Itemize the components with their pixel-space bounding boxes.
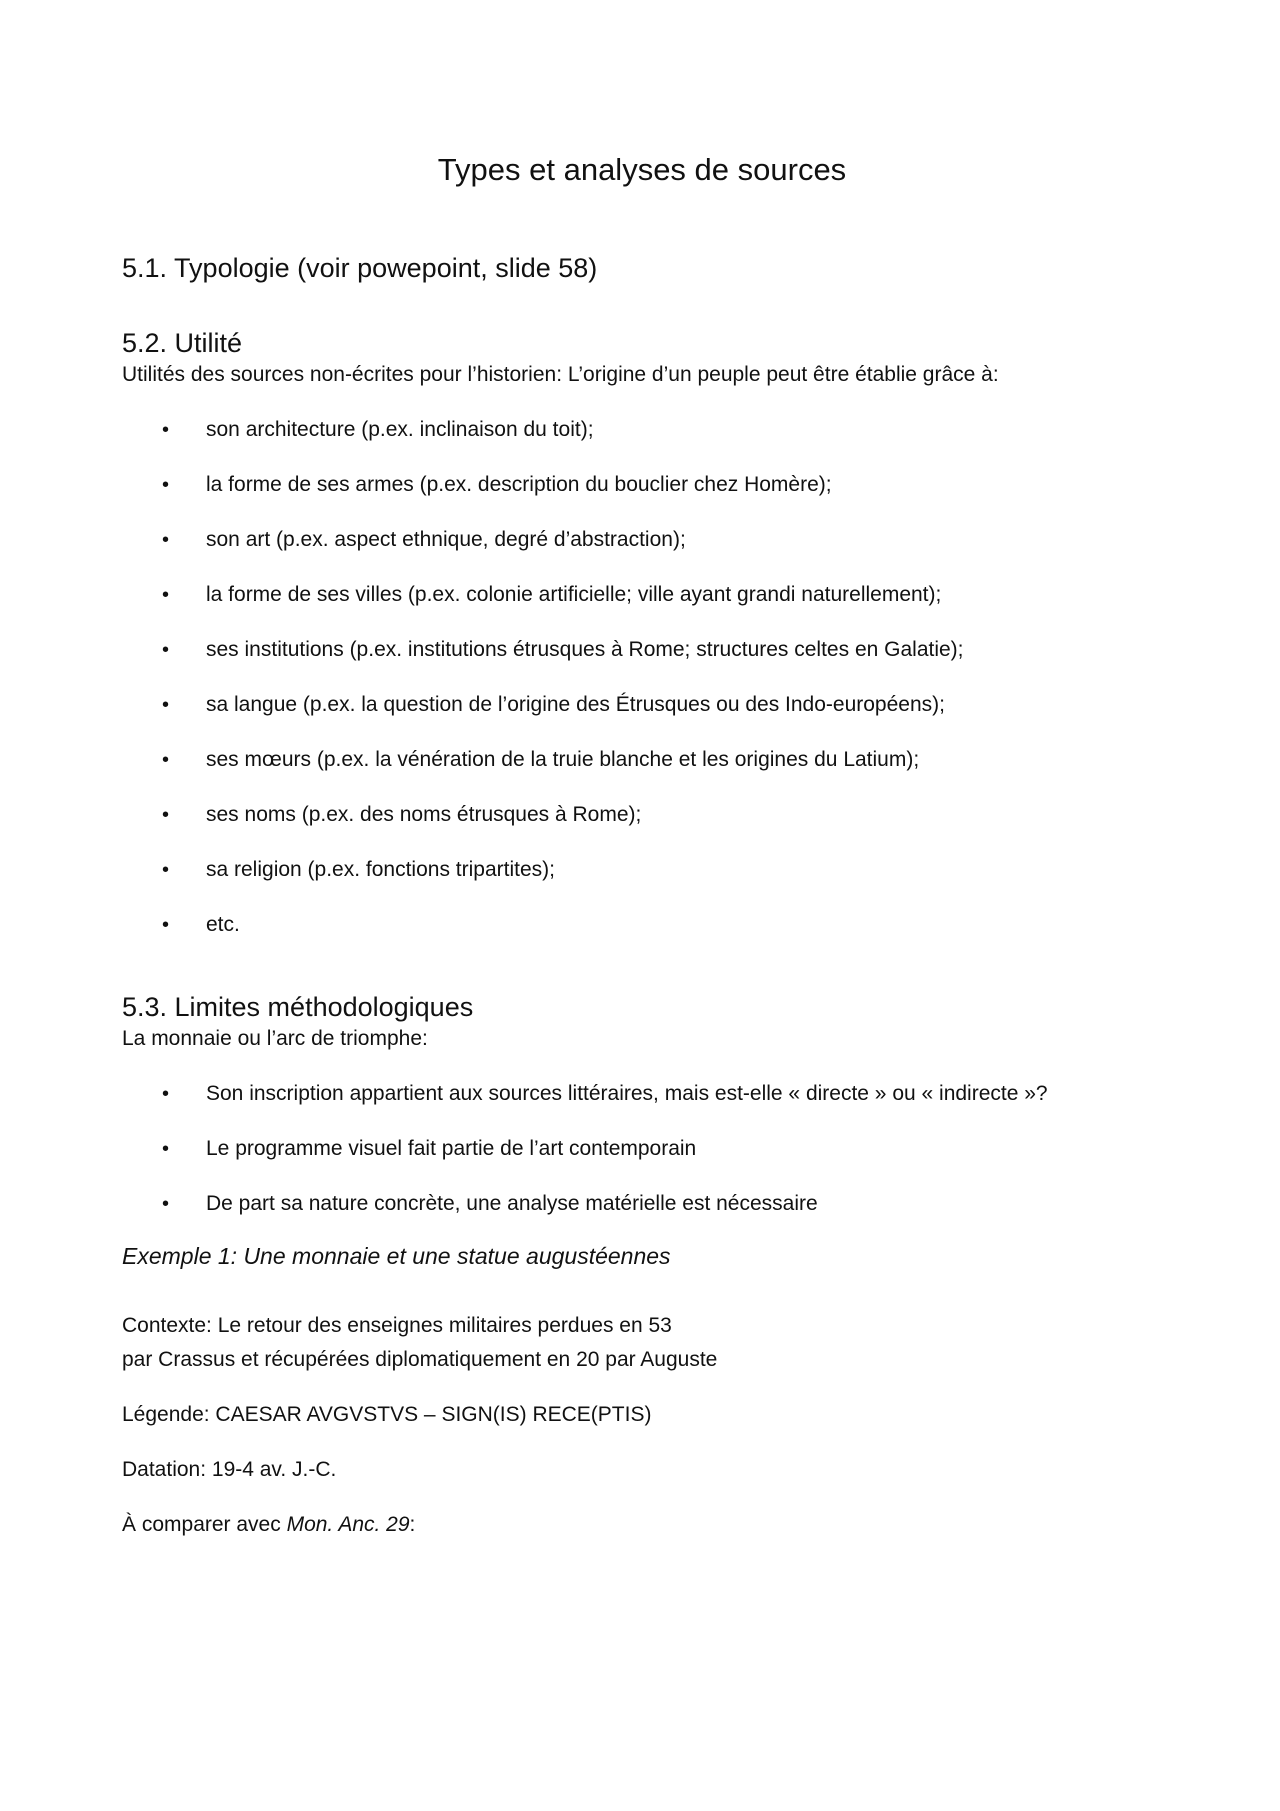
list-item-text: etc. [206,913,240,936]
bullet-icon: • [162,1138,170,1160]
context-line-1: Contexte: Le retour des enseignes militaires perdues en 53 [122,1314,672,1337]
legend-line: Légende: CAESAR AVGVSTVS – SIGN(IS) RECE(PTIS) [122,1403,652,1426]
context-line-2: par Crassus et récupérées diplomatiquement en 20 par Auguste [122,1348,718,1371]
bullet-icon: • [162,419,170,441]
list-item-text: son architecture (p.ex. inclinaison du toit); [206,418,594,441]
bullet-icon: • [162,914,170,936]
bullet-icon: • [162,1193,170,1215]
bullet-icon: • [162,749,170,771]
list-item [122,911,1162,939]
compare-line [122,1508,1162,1542]
list-item [122,526,1162,554]
bullet-icon: • [162,1083,170,1105]
list-item-text: la forme de ses armes (p.ex. description du bouclier chez Homère); [206,473,832,496]
list-item-text: Le programme visuel fait partie de l’art contemporain [206,1137,697,1160]
compare-prefix: À comparer avec [122,1513,287,1536]
list-item [122,1135,1162,1163]
list-item [122,691,1162,719]
list-item-text: sa langue (p.ex. la question de l’origine des Étrusques ou des Indo-européens); [206,693,945,716]
bullet-icon: • [162,694,170,716]
list-item [122,746,1162,774]
list-item-text: ses mœurs (p.ex. la vénération de la truie blanche et les origines du Latium); [206,748,920,771]
list-item-text: De part sa nature concrète, une analyse matérielle est nécessaire [206,1192,818,1215]
example-title: Exemple 1: Une monnaie et une statue augustéennes [122,1243,671,1269]
bullet-icon: • [162,529,170,551]
list-item-text: son art (p.ex. aspect ethnique, degré d’abstraction); [206,528,686,551]
list-item [122,801,1162,829]
list-item-text: Son inscription appartient aux sources littéraires, mais est-elle « directe » ou « indirecte »? [206,1082,1048,1105]
list-item-text: ses noms (p.ex. des noms étrusques à Rome); [206,803,642,826]
list-item-text: ses institutions (p.ex. institutions étrusques à Rome; structures celtes en Galatie); [206,638,964,661]
list-item [122,416,1162,444]
bullet-icon: • [162,804,170,826]
list-item [122,1190,1162,1218]
list-item-text: la forme de ses villes (p.ex. colonie artificielle; ville ayant grandi naturellement); [206,583,942,606]
section-heading-utilite: 5.2. Utilité [122,328,243,358]
section-heading-limites: 5.3. Limites méthodologiques [122,992,474,1022]
list-item [122,636,1162,664]
bullet-icon: • [162,584,170,606]
document-title: Types et analyses de sources [437,152,847,187]
bullet-icon: • [162,474,170,496]
list-item [122,1080,1162,1108]
list-item-text: sa religion (p.ex. fonctions tripartites); [206,858,555,881]
bullet-icon: • [162,639,170,661]
limites-intro: La monnaie ou l’arc de triomphe: [122,1027,428,1050]
compare-suffix: : [409,1513,416,1536]
dating-line: Datation: 19-4 av. J.-C. [122,1458,337,1481]
bullet-icon: • [162,859,170,881]
utilite-list [122,416,1162,939]
list-item [122,581,1162,609]
document-body [122,150,1162,1542]
compare-reference: Mon. Anc. 29 [286,1513,410,1536]
list-item [122,471,1162,499]
list-item [122,856,1162,884]
limites-list [122,1080,1162,1218]
utilite-intro: Utilités des sources non-écrites pour l’historien: L’origine d’un peuple peut être établie grâce à: [122,363,999,386]
section-heading-typologie: 5.1. Typologie (voir powepoint, slide 58) [122,253,598,283]
